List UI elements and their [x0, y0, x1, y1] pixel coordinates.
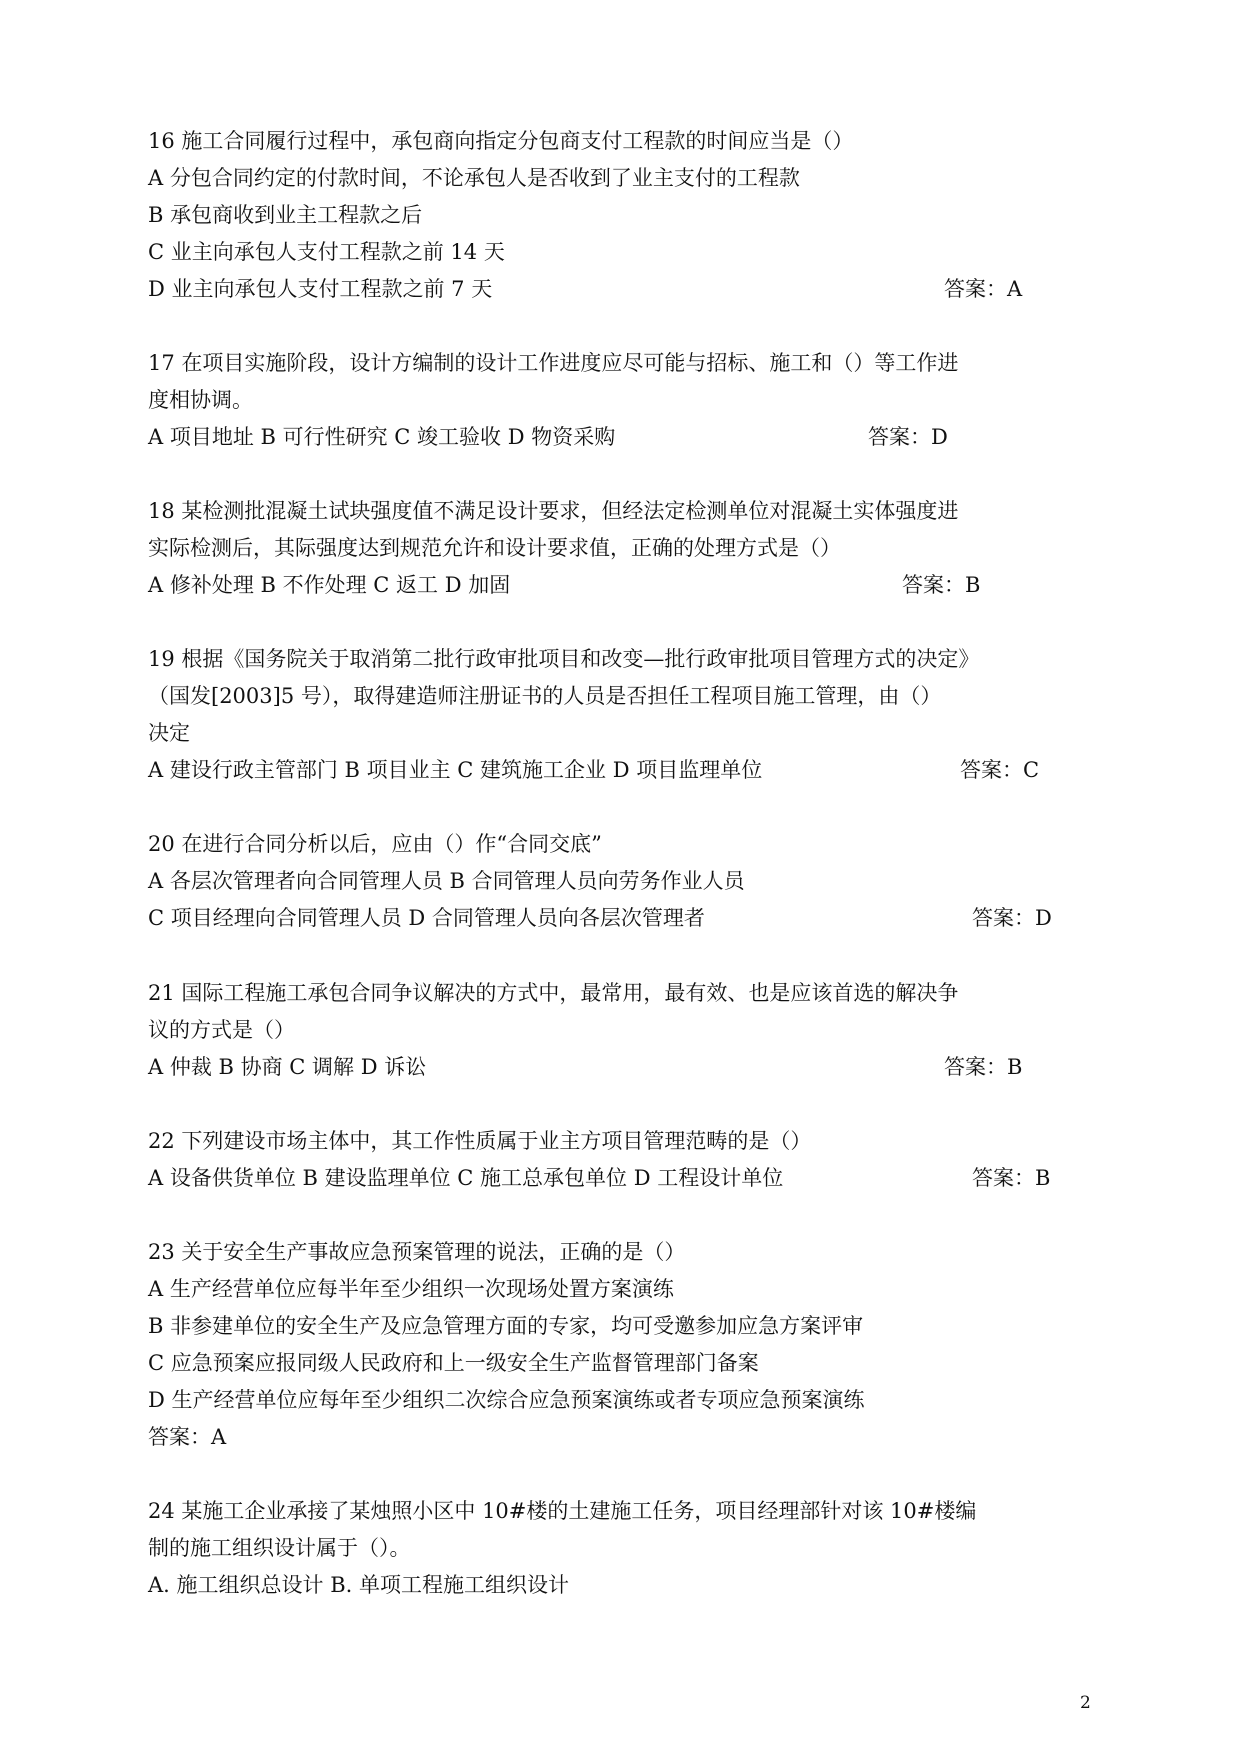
option-text: A 项目地址 B 可行性研究 C 竣工验收 D 物资采购: [148, 425, 616, 449]
question-stem: 实际检测后，其际强度达到规范允许和设计要求值，正确的处理方式是（）: [148, 536, 841, 560]
question-stem: 24 某施工企业承接了某烛照小区中 10#楼的土建施工任务，项目经理部针对该 10#楼编: [148, 1499, 977, 1523]
question-stem: 制的施工组织设计属于（）。: [148, 1536, 411, 1560]
option-line: D 生产经营单位应每年至少组织二次综合应急预案演练或者专项应急预案演练: [148, 1388, 865, 1412]
question-19: [148, 641, 1098, 789]
question-24: [148, 1493, 1098, 1604]
question-stem: 18 某检测批混凝土试块强度值不满足设计要求，但经法定检测单位对混凝土实体强度进: [148, 499, 959, 523]
question-23: [148, 1234, 1098, 1456]
question-stem: 23 关于安全生产事故应急预案管理的说法，正确的是（）: [148, 1240, 686, 1264]
option-text: D 业主向承包人支付工程款之前 7 天: [148, 277, 493, 301]
option-line: A. 施工组织总设计 B. 单项工程施工组织设计: [148, 1573, 569, 1597]
option-line: A 生产经营单位应每半年至少组织一次现场处置方案演练: [148, 1277, 674, 1301]
option-line: A 分包合同约定的付款时间，不论承包人是否收到了业主支付的工程款: [148, 166, 800, 190]
option-line: [148, 419, 1098, 456]
question-stem: 议的方式是（）: [148, 1018, 295, 1042]
answer-text: 答案：A: [148, 1425, 227, 1449]
option-line: [148, 1160, 1098, 1197]
question-stem: 22 下列建设市场主体中，其工作性质属于业主方项目管理范畴的是（）: [148, 1129, 812, 1153]
option-line: [148, 271, 1098, 308]
option-text: C 项目经理向合同管理人员 D 合同管理人员向各层次管理者: [148, 906, 705, 930]
option-line: [148, 567, 1098, 604]
question-stem: 21 国际工程施工承包合同争议解决的方式中，最常用，最有效、也是应该首选的解决争: [148, 981, 959, 1005]
question-16: [148, 123, 1098, 308]
option-line: [148, 752, 1098, 789]
answer-text: 答案：B: [944, 1055, 1023, 1079]
page-number: 2: [1080, 1693, 1091, 1713]
question-stem: （国发[2003]5 号），取得建造师注册证书的人员是否担任工程项目施工管理，由（）: [148, 684, 942, 708]
option-line: A 各层次管理者向合同管理人员 B 合同管理人员向劳务作业人员: [148, 869, 745, 893]
question-stem: 16 施工合同履行过程中，承包商向指定分包商支付工程款的时间应当是（）: [148, 129, 854, 153]
answer-text: 答案：D: [972, 906, 1052, 930]
option-text: A 仲裁 B 协商 C 调解 D 诉讼: [148, 1055, 427, 1079]
question-22: [148, 1123, 1098, 1197]
answer-text: 答案：B: [972, 1166, 1051, 1190]
option-line: C 业主向承包人支付工程款之前 14 天: [148, 240, 505, 264]
option-line: C 应急预案应报同级人民政府和上一级安全生产监督管理部门备案: [148, 1351, 759, 1375]
answer-text: 答案：D: [868, 425, 948, 449]
option-line: B 非参建单位的安全生产及应急管理方面的专家，均可受邀参加应急方案评审: [148, 1314, 864, 1338]
answer-text: 答案：A: [944, 277, 1023, 301]
question-stem: 度相协调。: [148, 388, 253, 412]
option-line: B 承包商收到业主工程款之后: [148, 203, 423, 227]
question-20: [148, 826, 1098, 937]
option-text: A 修补处理 B 不作处理 C 返工 D 加固: [148, 573, 511, 597]
answer-text: 答案：B: [902, 573, 981, 597]
question-21: [148, 975, 1098, 1086]
option-line: [148, 900, 1098, 937]
option-line: [148, 1049, 1098, 1086]
question-stem: 17 在项目实施阶段，设计方编制的设计工作进度应尽可能与招标、施工和（）等工作进: [148, 351, 959, 375]
option-text: A 建设行政主管部门 B 项目业主 C 建筑施工企业 D 项目监理单位: [148, 758, 763, 782]
question-stem: 19 根据《国务院关于取消第二批行政审批项目和改变—批行政审批项目管理方式的决定》: [148, 647, 980, 671]
question-17: [148, 345, 1098, 456]
question-stem: 决定: [148, 721, 190, 745]
question-stem: 20 在进行合同分析以后，应由（）作“合同交底”: [148, 832, 602, 856]
answer-text: 答案：C: [960, 758, 1040, 782]
option-text: A 设备供货单位 B 建设监理单位 C 施工总承包单位 D 工程设计单位: [148, 1166, 784, 1190]
question-18: [148, 493, 1098, 604]
